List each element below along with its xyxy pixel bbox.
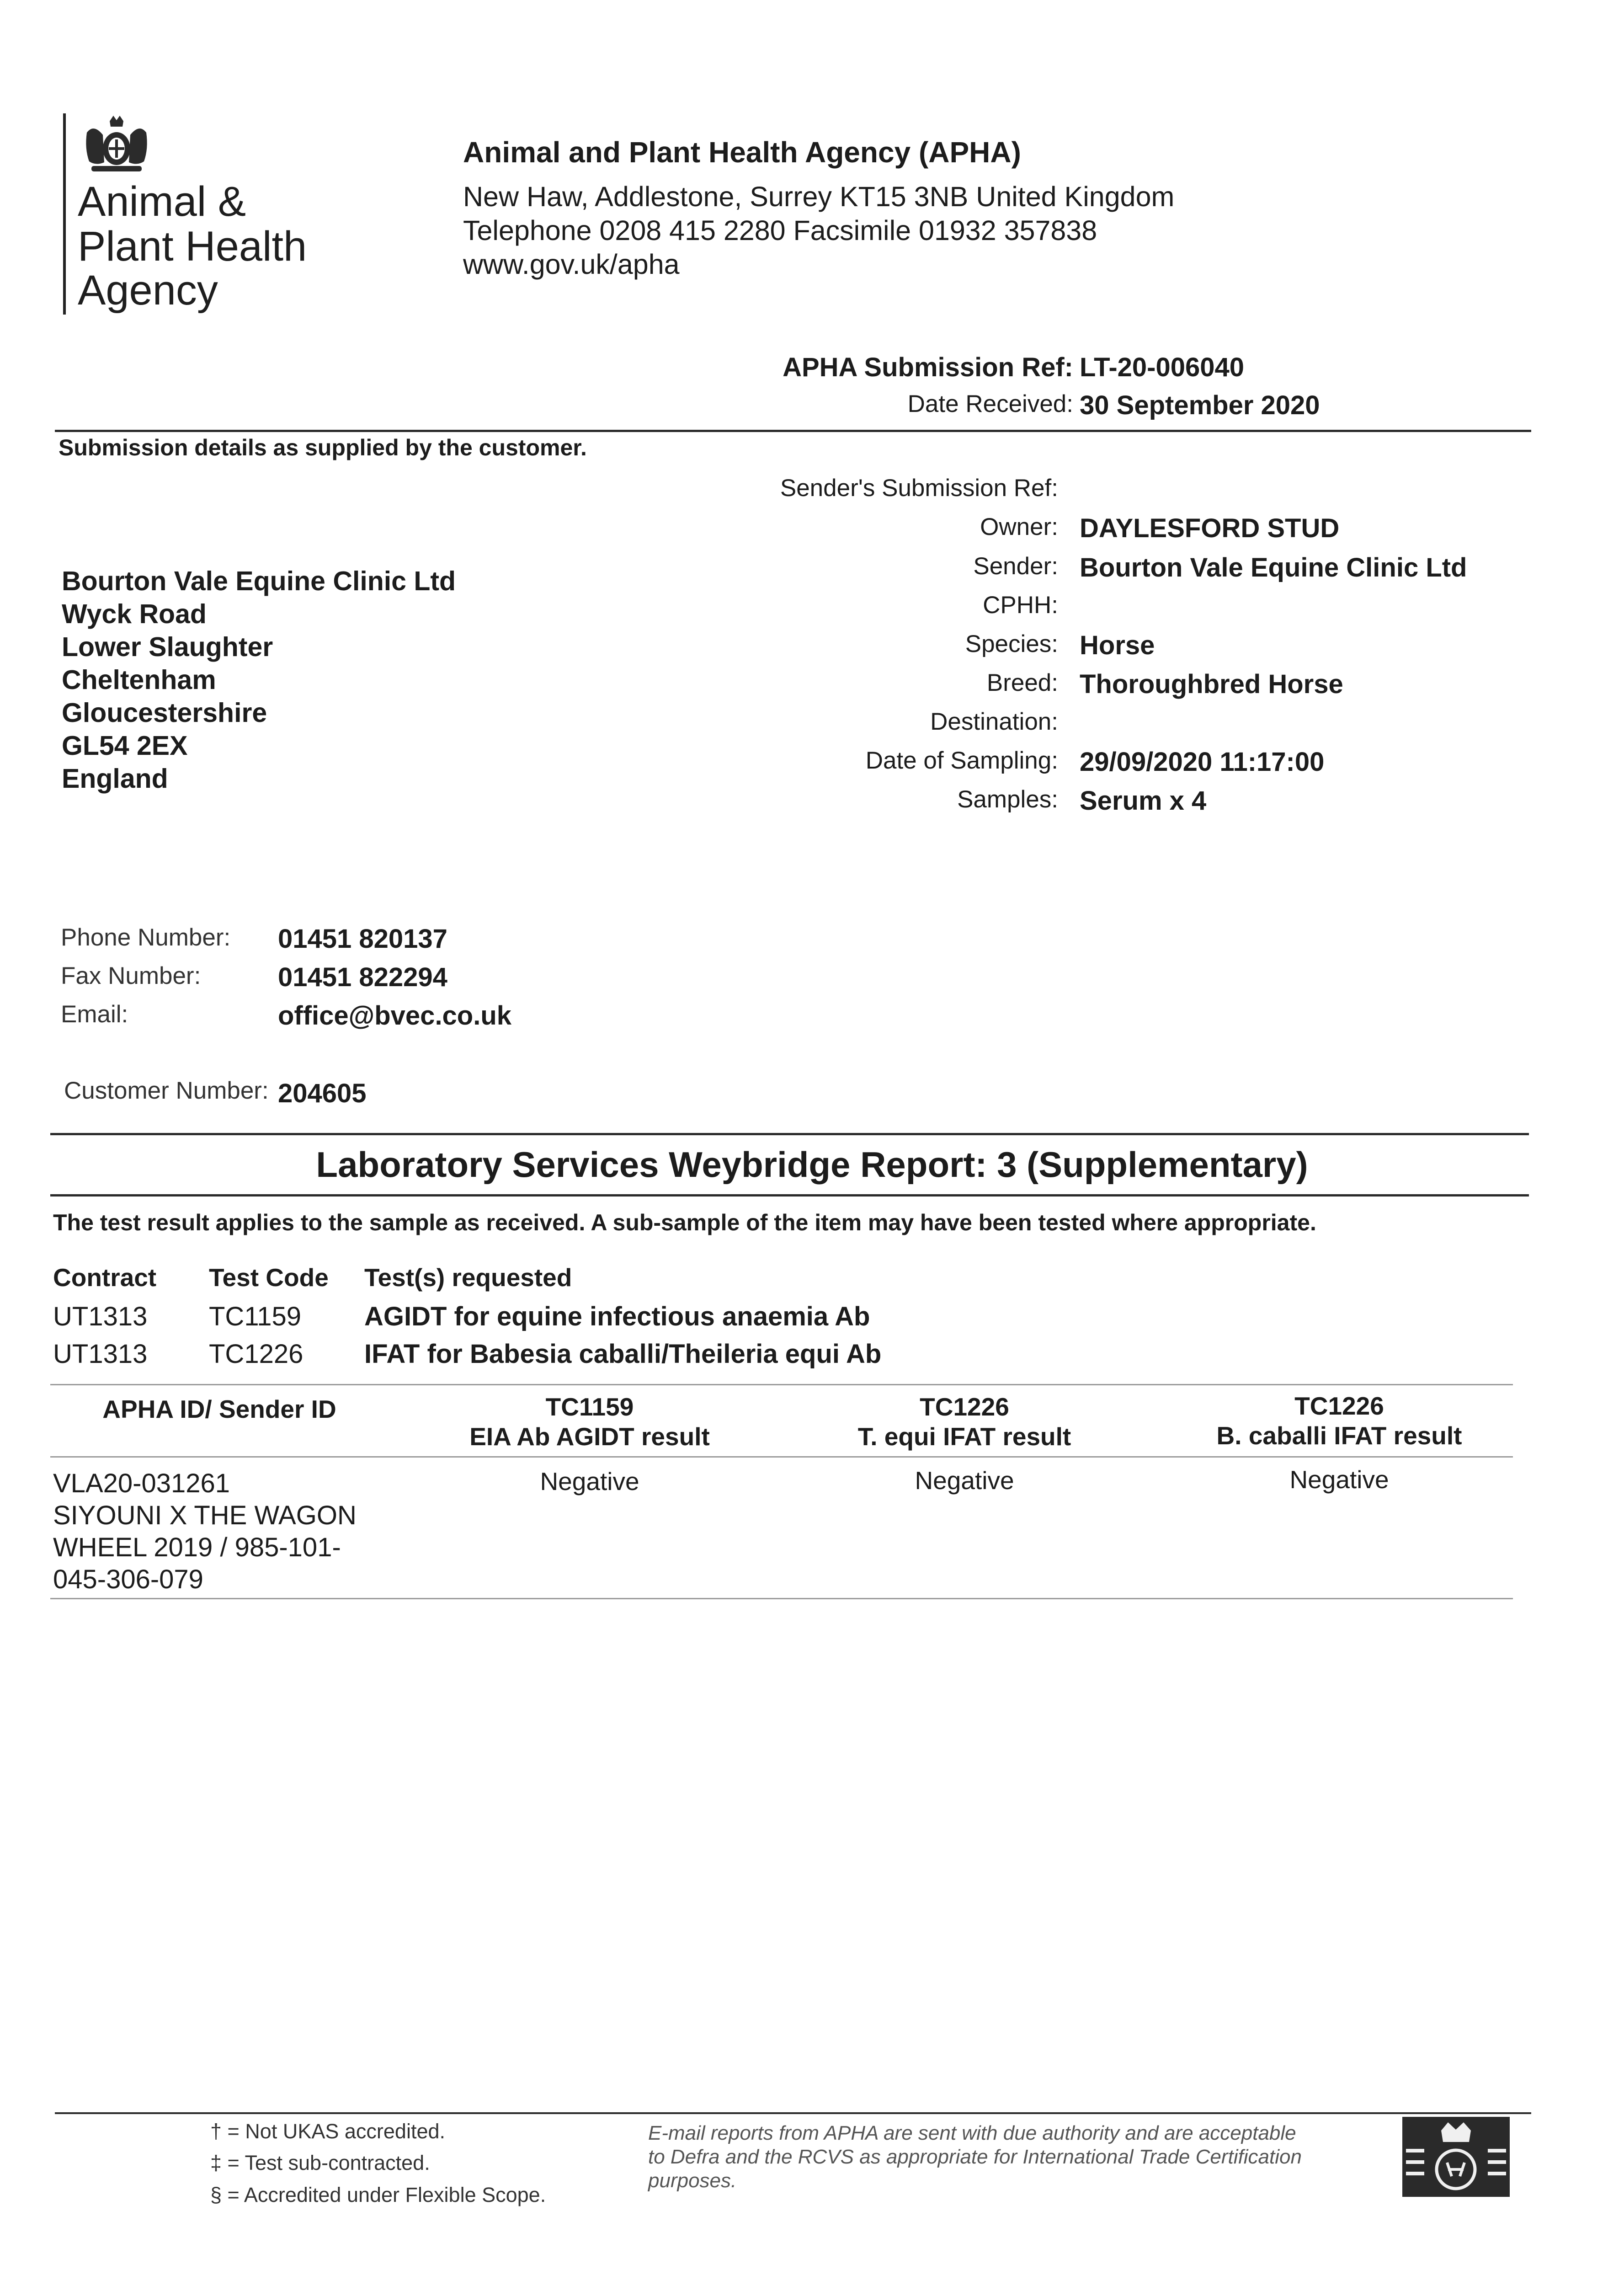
submission-ref-label: APHA Submission Ref: (783, 353, 1073, 382)
detail-sender-ref-label: Sender's Submission Ref: (780, 475, 1058, 502)
sample-id-line-2: SIYOUNI X THE WAGON (53, 1501, 357, 1530)
address-line-7: England (62, 764, 168, 794)
sample-id-line-3: WHEEL 2019 / 985-101- (53, 1533, 341, 1562)
result-value-1: Negative (540, 1467, 639, 1496)
report-bottom-rule (50, 1194, 1529, 1196)
detail-species-label: Species: (965, 630, 1058, 657)
test-row-2-contract: UT1313 (53, 1339, 148, 1369)
results-col-2-code: TC1226 (920, 1393, 1009, 1421)
test-row-1-name: AGIDT for equine infectious anaemia Ab (364, 1302, 870, 1331)
agency-name: Animal and Plant Health Agency (APHA) (463, 136, 1021, 169)
tests-header-code: Test Code (209, 1263, 329, 1292)
test-row-2-name: IFAT for Babesia caballi/Theileria equi Ab (364, 1339, 882, 1369)
results-col-2-name: T. equi IFAT result (857, 1422, 1071, 1451)
logo-bar (63, 113, 66, 315)
detail-destination-label: Destination: (930, 708, 1058, 735)
detail-species-value: Horse (1080, 630, 1155, 660)
footer-note-2: ‡ = Test sub-contracted. (210, 2151, 430, 2174)
results-bottom-rule (50, 1598, 1513, 1599)
fax-label: Fax Number: (61, 962, 201, 989)
customer-number-label: Customer Number: (64, 1077, 269, 1104)
phone-label: Phone Number: (61, 924, 231, 951)
results-header-rule (50, 1456, 1513, 1458)
royal-crest-icon (78, 112, 155, 174)
email-label: Email: (61, 1001, 128, 1028)
results-id-header: APHA ID/ Sender ID (102, 1395, 336, 1423)
results-col-3-name: B. caballi IFAT result (1216, 1421, 1462, 1450)
footer-email-note: E-mail reports from APHA are sent with due authority and are acceptable to Defra and the RCVS as appropriate for International Trade Certification purposes. (648, 2122, 1302, 2192)
result-value-2: Negative (915, 1466, 1014, 1495)
tests-rule (50, 1384, 1513, 1385)
logo-text-line3: Agency (78, 267, 218, 314)
result-value-3: Negative (1289, 1465, 1389, 1494)
detail-samples-label: Samples: (957, 786, 1058, 813)
agency-phone-fax: Telephone 0208 415 2280 Facsimile 01932 357838 (463, 215, 1097, 246)
results-col-3-code: TC1226 (1294, 1392, 1384, 1420)
sample-id-line-1: VLA20-031261 (53, 1469, 230, 1498)
date-received-value: 30 September 2020 (1080, 390, 1320, 420)
report-title: Laboratory Services Weybridge Report: 3 (Supplementary) (316, 1144, 1308, 1185)
footer-rule (55, 2112, 1531, 2114)
test-row-1-contract: UT1313 (53, 1302, 148, 1331)
detail-breed-label: Breed: (986, 669, 1058, 696)
header-rule (55, 430, 1531, 432)
detail-owner-label: Owner: (980, 513, 1058, 540)
address-line-5: Gloucestershire (62, 698, 267, 728)
test-row-2-code: TC1226 (209, 1339, 304, 1369)
customer-number-value: 204605 (278, 1079, 367, 1108)
applies-note: The test result applies to the sample as received. A sub-sample of the item may have been tested where appropriate. (53, 1210, 1316, 1235)
detail-breed-value: Thoroughbred Horse (1080, 669, 1343, 699)
detail-owner-value: DAYLESFORD STUD (1080, 513, 1340, 543)
detail-cphh-label: CPHH: (983, 592, 1058, 619)
fax-value: 01451 822294 (278, 962, 447, 992)
detail-sampling-date-value: 29/09/2020 11:17:00 (1080, 747, 1325, 777)
address-line-2: Wyck Road (62, 599, 207, 629)
footer-note-3: § = Accredited under Flexible Scope. (210, 2183, 546, 2206)
report-top-rule (50, 1133, 1529, 1135)
agency-website: www.gov.uk/apha (463, 249, 680, 280)
address-line-3: Lower Slaughter (62, 632, 273, 662)
logo-text-line2: Plant Health (78, 223, 307, 270)
phone-value: 01451 820137 (278, 924, 447, 954)
results-col-1-name: EIA Ab AGIDT result (469, 1422, 710, 1451)
email-value: office@bvec.co.uk (278, 1001, 512, 1031)
detail-sampling-date-label: Date of Sampling: (865, 747, 1058, 774)
ukas-mark-icon (1402, 2117, 1510, 2197)
tests-header-requested: Test(s) requested (364, 1263, 572, 1292)
detail-sender-label: Sender: (973, 553, 1058, 580)
test-row-1-code: TC1159 (209, 1302, 302, 1331)
detail-sender-value: Bourton Vale Equine Clinic Ltd (1080, 553, 1467, 582)
submission-note: Submission details as supplied by the customer. (59, 435, 587, 460)
address-line-4: Cheltenham (62, 665, 216, 695)
detail-samples-value: Serum x 4 (1080, 786, 1207, 816)
logo-text-line1: Animal & (78, 178, 246, 225)
sample-id-line-4: 045-306-079 (53, 1565, 203, 1594)
date-received-label: Date Received: (907, 390, 1073, 417)
submission-ref-value: LT-20-006040 (1080, 353, 1245, 382)
agency-address: New Haw, Addlestone, Surrey KT15 3NB United Kingdom (463, 181, 1175, 212)
results-col-1-code: TC1159 (545, 1393, 634, 1421)
footer-note-1: † = Not UKAS accredited. (210, 2120, 446, 2143)
results-sample-id (53, 1468, 357, 1596)
tests-header-contract: Contract (53, 1263, 157, 1292)
address-line-1: Bourton Vale Equine Clinic Ltd (62, 566, 456, 596)
address-line-6: GL54 2EX (62, 731, 188, 761)
